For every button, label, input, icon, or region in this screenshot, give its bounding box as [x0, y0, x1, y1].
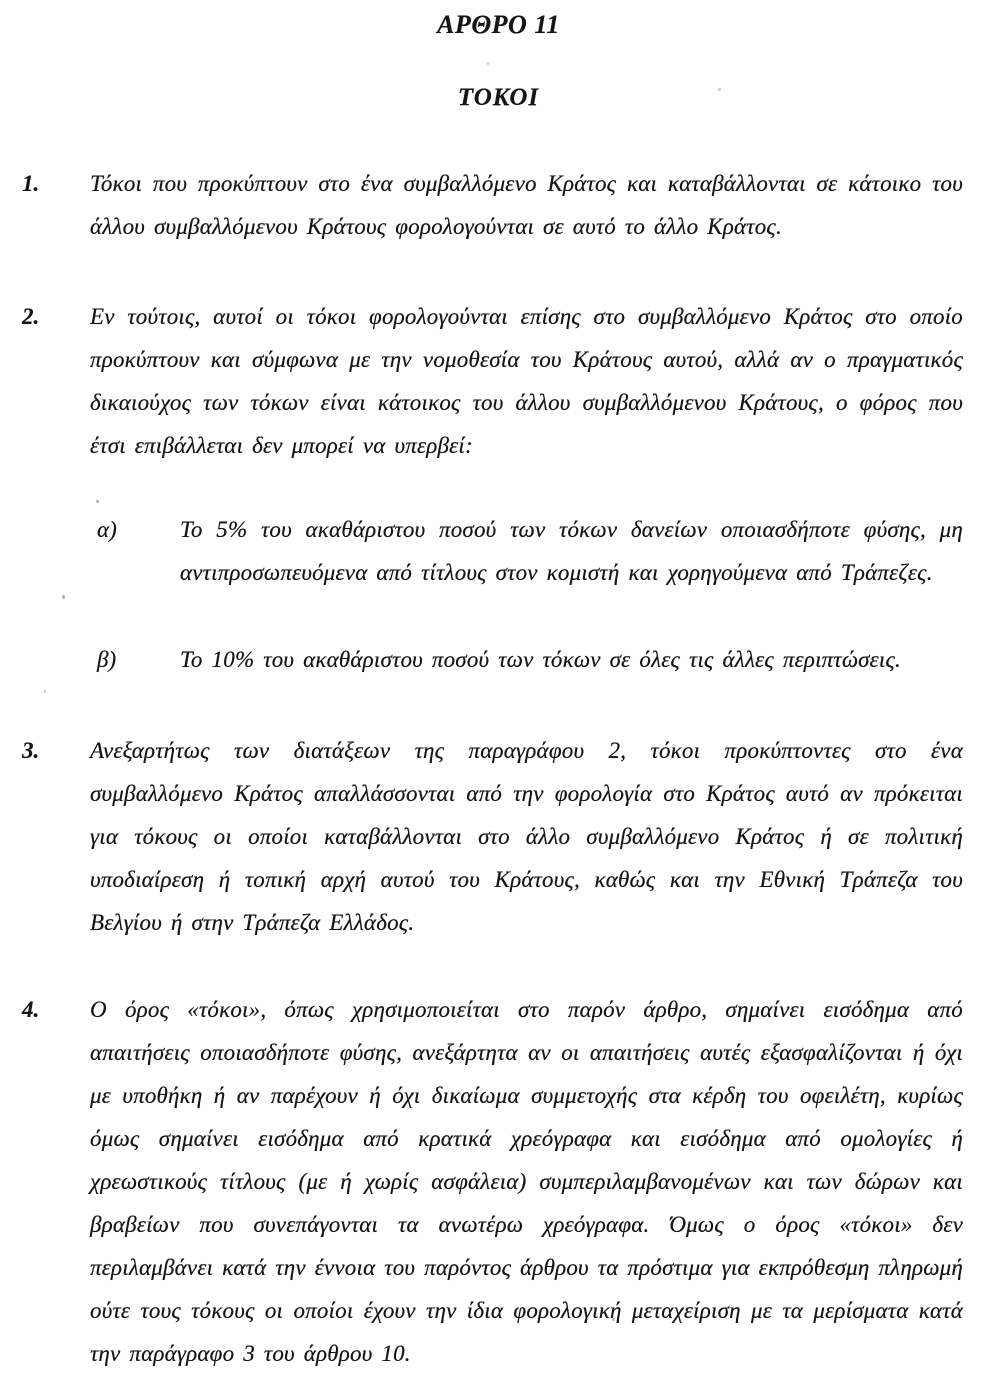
- paragraph-4-text: Ο όρος «τόκοι», όπως χρησιμοποιείται στο παρόν άρθρο, σημαίνει εισόδημα από απαιτήσεις οποιασδήποτε φύσης, ανεξάρτητα αν οι απαιτήσεις αυτές εξασφαλίζονται ή όχι με υποθήκη ή αν παρέχουν ή όχι δικαίωμα συμμετοχής στα κέρδη του οφειλέτη, κυρίως όμως σημαίνει εισόδημα από κρατικά χρεόγραφα και εισόδημα από ομολογίες ή χρεωστικούς τίτλους (με ή χωρίς ασφάλεια) συμπεριλαμβανομένων και των δώρων και βραβείων που συνεπάγονται τα ανωτέρω χρεόγραφα. Όμως ο όρος «τόκοι» δεν περιλαμβάνει κατά την έννοια του παρόντος άρθρου τα πρόστιμα για εκπρόθεσμη πληρωμή ούτε τους τόκους οι οποίοι έχουν την ίδια φορολογική μεταχείριση με τα μερίσματα κατά την παράγραφο 3 του άρθρου 10.: [90, 997, 963, 1366]
- paragraph-4: [22, 988, 963, 1375]
- scan-speckle: [612, 1318, 615, 1321]
- subparagraph-alpha-text: Το 5% του ακαθάριστου ποσού των τόκων δανείων οποιασδήποτε φύσης, μη αντιπροσωπευόμενα από τίτλους στον κομιστή και χορηγούμενα από Τράπεζες.: [180, 517, 963, 585]
- scan-speckle: [718, 88, 721, 91]
- scan-speckle: [487, 62, 489, 65]
- subparagraph-beta-marker: β): [97, 647, 117, 672]
- paragraph-2: [22, 295, 963, 467]
- paragraph-1-number: 1.: [22, 171, 40, 196]
- subparagraph-beta: [97, 638, 963, 681]
- paragraph-3-text: Ανεξαρτήτως των διατάξεων της παραγράφου 2, τόκοι προκύπτοντες στο ένα συμβαλλόμενο Κράτος απαλλάσσονται από την φορολογία στο Κράτος αυτό αν πρόκειται για τόκους οι οποίοι καταβάλλονται στο άλλο συμβαλλόμενο Κράτος ή σε πολιτική υποδιαίρεση ή τοπική αρχή αυτού του Κράτους, καθώς και την Εθνική Τράπεζα του Βελγίου ή στην Τράπεζα Ελλάδος.: [90, 738, 963, 935]
- article-subtitle: ΤΟΚΟΙ: [457, 84, 540, 111]
- paragraph-4-number: 4.: [22, 997, 40, 1022]
- paragraph-3-number: 3.: [22, 738, 40, 763]
- subparagraph-alpha-marker: α): [97, 517, 117, 542]
- subparagraph-alpha: [97, 508, 963, 594]
- subparagraph-beta-text: Το 10% του ακαθάριστου ποσού των τόκων σε όλες τις άλλες περιπτώσεις.: [180, 647, 901, 672]
- scan-speckle: [44, 690, 46, 693]
- paragraph-1: [22, 162, 963, 248]
- paragraph-1-text: Τόκοι που προκύπτουν στο ένα συμβαλλόμενο Κράτος και καταβάλλονται σε κάτοικο του άλλου συμβαλλόμενου Κράτους φορολογούνται σε αυτό το άλλο Κράτος.: [90, 171, 963, 239]
- paragraph-3: [22, 729, 963, 944]
- article-title: ΑΡΘΡΟ 11: [437, 10, 560, 39]
- paragraph-2-text: Εν τούτοις, αυτοί οι τόκοι φορολογούνται επίσης στο συμβαλλόμενο Κράτος στο οποίο προκύπτουν και σύμφωνα με την νομοθεσία του Κράτους αυτού, αλλά αν ο πραγματικός δικαιούχος των τόκων είναι κάτοικος του άλλου συμβαλλόμενου Κράτους, ο φόρος που έτσι επιβάλλεται δεν μπορεί να υπερβεί:: [90, 304, 963, 458]
- scan-speckle: [62, 595, 65, 599]
- paragraph-2-number: 2.: [22, 304, 40, 329]
- scan-speckle: [96, 500, 99, 503]
